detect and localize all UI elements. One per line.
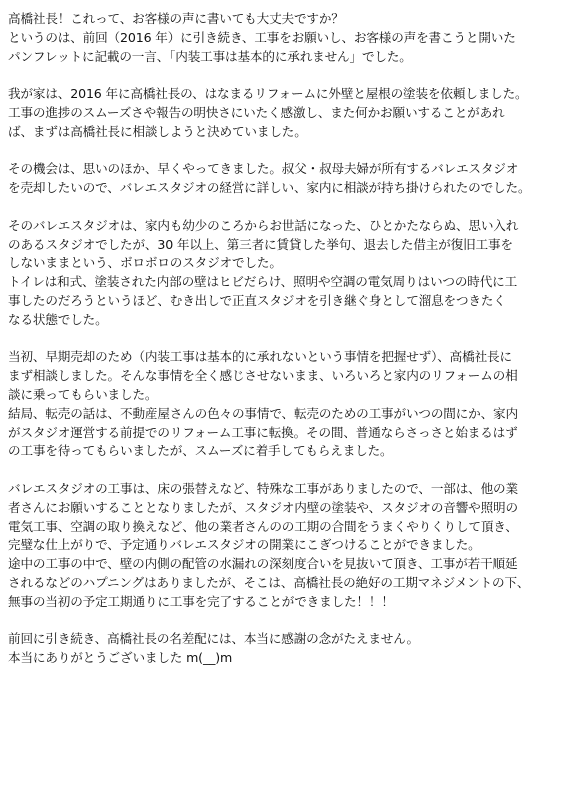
text-line: 当初、早期売却のため（内装工事は基本的に承れないという事情を把握せず）、高橋社長に	[8, 349, 512, 365]
text-line: なる状態でした。	[8, 311, 108, 327]
text-line: 本当にありがとうございました m(__)m	[8, 650, 233, 666]
text-line: されるなどのハプニングはありましたが、そこは、高橋社長の絶好の工期マネジメントの下、	[8, 574, 530, 590]
paragraph-studio-condition	[8, 217, 558, 330]
text-line: 完璧な仕上がりで、予定通りバレエスタジオの開業にこぎつけることができました。	[8, 537, 481, 553]
text-line: 前回に引き続き、高橋社長の名差配には、本当に感謝の念がたえません。	[8, 631, 419, 647]
text-line: 工事の進捗のスムーズさや報告の明快さにいたく感激し、また何かお願いすることがあれ	[8, 104, 505, 120]
text-line: まず相談しました。そんな事情を全く感じさせないまま、いろいろと家内のリフォームの相	[8, 368, 518, 384]
paragraph-opening	[8, 10, 558, 66]
text-line: というのは、前回（2016 年）に引き続き、工事をお願いし、お客様の声を書こうと開いた	[8, 29, 516, 45]
paragraph-opportunity	[8, 160, 558, 198]
text-line: そのバレエスタジオは、家内も幼少のころからお世話になった、ひとかたならぬ、思い入れ	[8, 217, 519, 233]
text-line: を売却したいので、バレエスタジオの経営に詳しい、家内に相談が持ち掛けられたのでした。	[8, 180, 531, 196]
text-line: その機会は、思いのほか、早くやってきました。叔父・叔母夫婦が所有するバレエスタジオ	[8, 161, 519, 177]
text-line: しないままという、ボロボロのスタジオでした。	[8, 255, 282, 271]
text-line: 無事の当初の予定工期通りに工事を完了することができました！！！	[8, 593, 394, 609]
text-line: 事したのだろうというほど、むき出しで正直スタジオを引き継ぐ身として溜息をつきたく	[8, 292, 506, 308]
text-line: パンフレットに記載の一言、「内装工事は基本的に承れません」でした。	[8, 48, 412, 64]
text-line: 者さんにお願いすることとなりましたが、スタジオ内壁の塗装や、スタジオの音響や照明の	[8, 499, 518, 515]
paragraph-background	[8, 85, 558, 141]
text-line: ば、まずは高橋社長に相談しようと決めていました。	[8, 123, 307, 139]
text-line: 談に乗ってもらいました。	[8, 386, 158, 402]
text-line: 我が家は、2016 年に高橋社長の、はなまるリフォームに外壁と屋根の塗装を依頼しました。	[8, 86, 528, 102]
paragraph-consultation	[8, 348, 558, 461]
paragraph-construction	[8, 480, 558, 612]
paragraph-closing	[8, 630, 558, 668]
text-line: がスタジオ運営する前提でのリフォーム工事に転換。その間、普通ならさっさと始まるはず	[8, 424, 518, 440]
text-line: のあるスタジオでしたが、30 年以上、第三者に賃貸した挙句、退去した借主が復旧工事を	[8, 236, 513, 252]
text-line: 高橋社長！これって、お客様の声に書いても大丈夫ですか？	[8, 11, 344, 26]
text-line: 電気工事、空調の取り換えなど、他の業者さんのの工期の合間をうまくやりくりして頂き、	[8, 518, 518, 534]
text-line: の工事を待ってもらいましたが、スムーズに着手してもらえました。	[8, 443, 393, 459]
text-line: トイレは和式、塗装された内部の壁はヒビだらけ、照明や空調の電気周りはいつの時代に工	[8, 274, 518, 290]
text-line: 途中の工事の中で、壁の内側の配管の水漏れの深刻度合いを見抜いて頂き、工事が若干順延	[8, 556, 518, 572]
text-line: 結局、転売の話は、不動産屋さんの色々の事情で、転売のための工事がいつの間にか、家内	[8, 405, 518, 421]
text-line: バレエスタジオの工事は、床の張替えなど、特殊な工事がありましたので、一部は、他の業	[8, 480, 518, 496]
